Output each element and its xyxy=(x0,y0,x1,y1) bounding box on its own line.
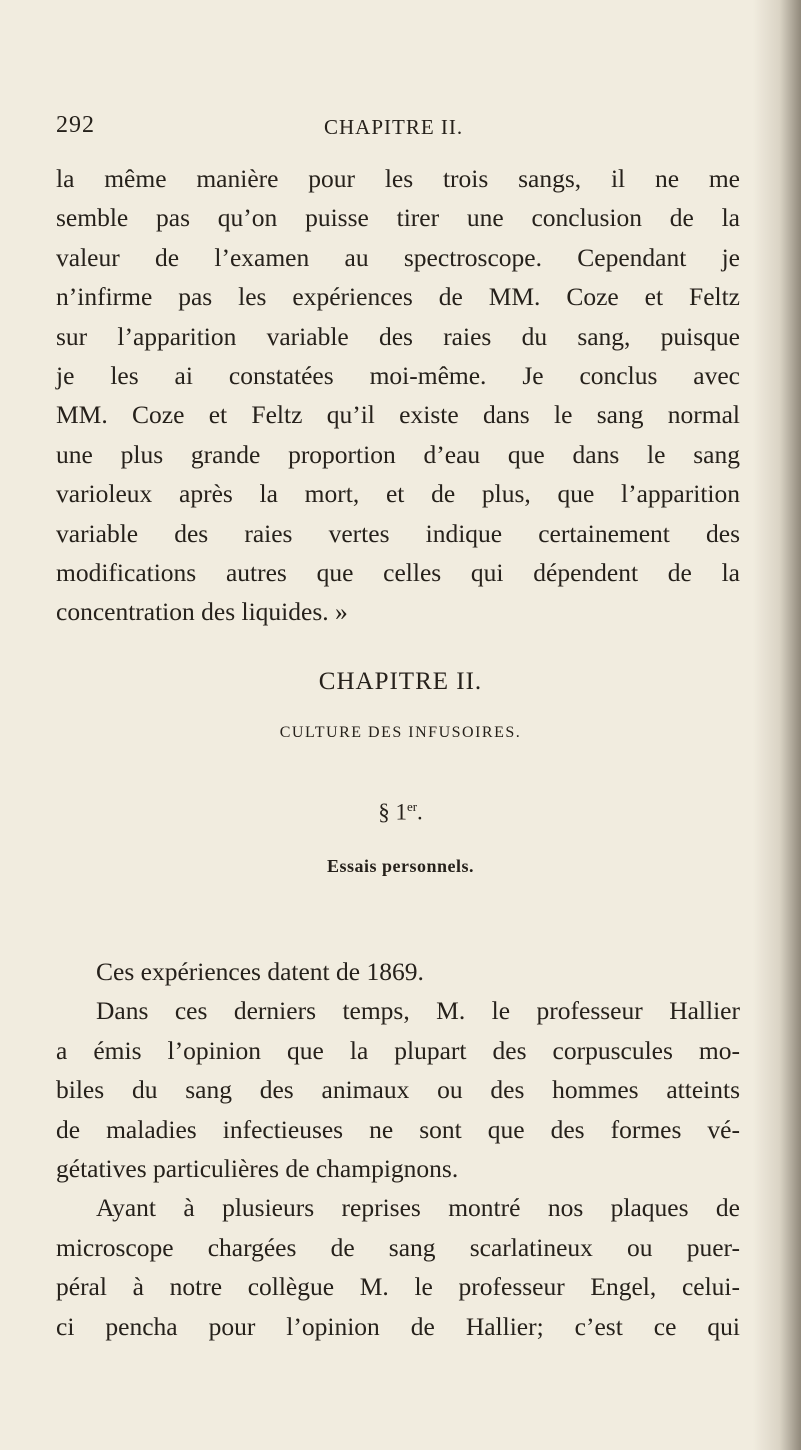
text-line: de maladies infectieuses ne sont que des formes vé- xyxy=(56,1114,740,1144)
text-line: Ces expériences datent de 1869. xyxy=(96,957,424,986)
text-line: MM. Coze et Feltz qu’il existe dans le sang normal xyxy=(56,400,740,430)
page-number: 292 xyxy=(56,112,95,138)
text-line: microscope chargées de sang scarlatineux ou puer- xyxy=(56,1232,740,1262)
text-line: valeur de l’examen au spectroscope. Cependant je xyxy=(56,242,740,272)
text-line: semble pas qu’on puisse tirer une conclusion de la xyxy=(56,203,740,233)
text-line: Dans ces derniers temps, M. le professeur Hallier xyxy=(96,996,740,1026)
text-line: péral à notre collègue M. le professeur Engel, celui- xyxy=(56,1272,740,1302)
text-line: variable des raies vertes indique certainement des xyxy=(56,518,740,548)
section-heading: Essais personnels. xyxy=(326,856,475,876)
chapter-heading: CHAPITRE II. xyxy=(318,668,483,695)
text-line: n’infirme pas les expériences de MM. Coze et Feltz xyxy=(56,282,740,312)
text-line: biles du sang des animaux ou des hommes atteints xyxy=(56,1075,740,1105)
text-line: gétatives particulières de champignons. xyxy=(56,1154,459,1184)
body-text-bottom xyxy=(56,952,740,1346)
text-line: la même manière pour les trois sangs, il ne me xyxy=(56,164,740,193)
text-line: ci pencha pour l’opinion de Hallier; c’est ce qui xyxy=(56,1311,740,1341)
text-line: je les ai constatées moi-même. Je conclus avec xyxy=(56,361,740,391)
text-line: a émis l’opinion que la plupart des corpuscules mo- xyxy=(56,1035,740,1065)
running-title: CHAPITRE II. xyxy=(324,115,464,139)
text-line: modifications autres que celles qui dépendent de la xyxy=(56,558,740,588)
text-line: concentration des liquides. » xyxy=(56,597,348,627)
body-text-top xyxy=(56,159,740,632)
text-line: varioleux après la mort, et de plus, que l’apparition xyxy=(56,479,740,509)
running-head xyxy=(56,112,736,152)
text-line: une plus grande proportion d’eau que dans le sang xyxy=(56,439,740,469)
section-mark: § 1er. xyxy=(378,799,423,825)
text-line: sur l’apparition variable des raies du sang, puisque xyxy=(56,321,740,351)
text-line: Ayant à plusieurs reprises montré nos plaques de xyxy=(96,1193,740,1223)
chapter-subtitle: CULTURE DES INFUSOIRES. xyxy=(279,724,522,741)
